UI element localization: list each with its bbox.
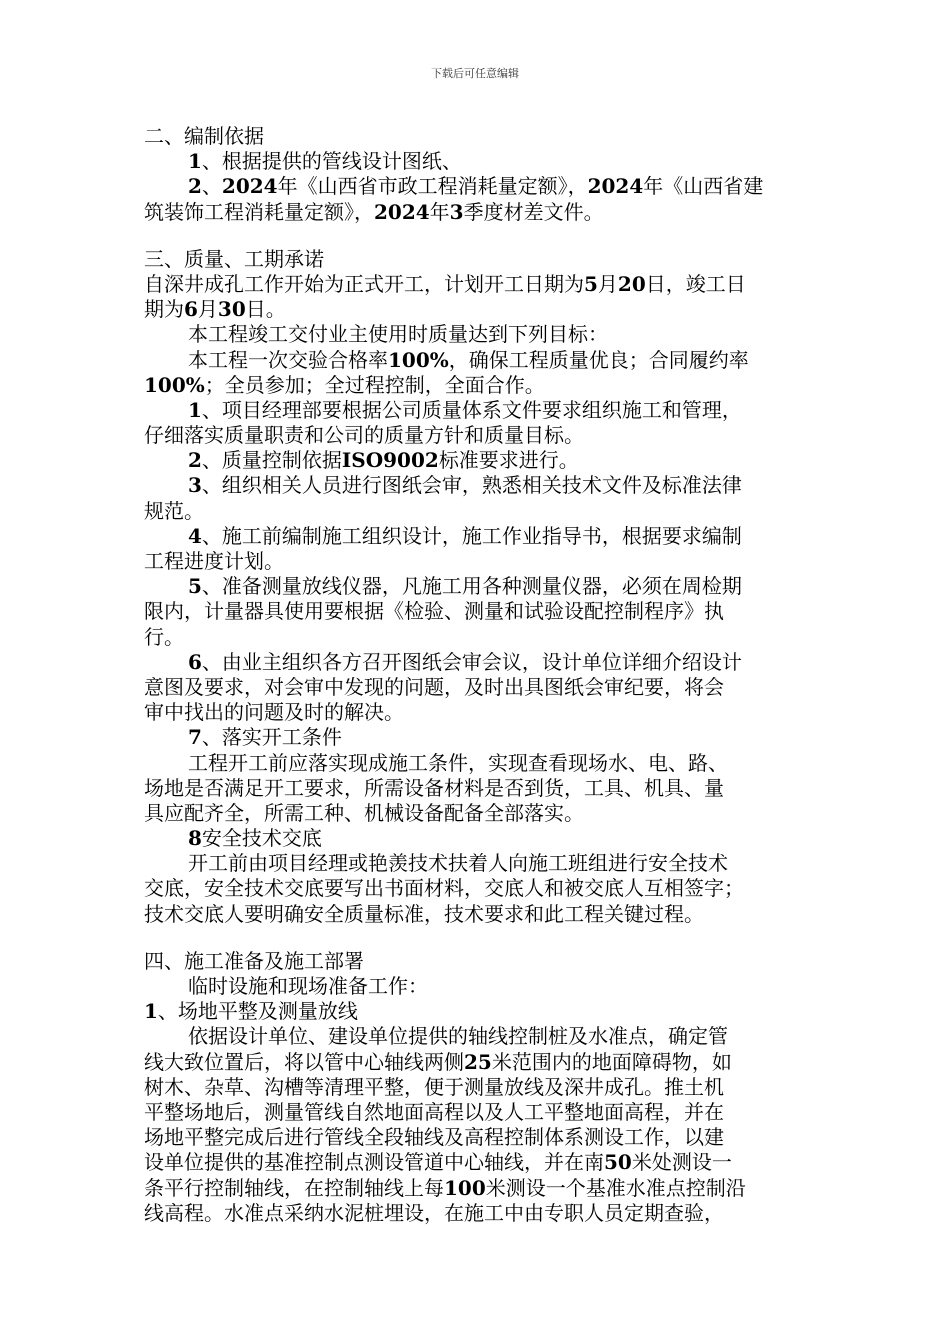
text-line: 临时设施和现场准备工作： (188, 974, 428, 998)
text-line: 自深井成孔工作开始为正式开工，计划开工日期为5月20日，竣工日 (144, 271, 746, 296)
text-line: 1、根据提供的管线设计图纸、 (188, 149, 462, 174)
text-line: 场地是否满足开工要求，所需设备材料是否到货，工具、机具、量 (144, 775, 724, 800)
text-line: 1、项目经理部要根据公司质量体系文件要求组织施工和管理， (188, 397, 742, 422)
page-header-note: 下载后可任意编辑 (431, 67, 519, 80)
text-line: 1、场地平整及测量放线 (144, 999, 358, 1024)
text-line: 线高程。水准点采纳水泥桩埋设，在施工中由专职人员定期查验， (144, 1200, 724, 1225)
text-line: 意图及要求，对会审中发现的问题，及时出具图纸会审纪要，将会 (144, 674, 724, 699)
text-line: 本工程一次交验合格率100%，确保工程质量优良；合同履约率 (188, 347, 749, 372)
text-line: 规范。 (144, 498, 204, 523)
text-line: 期为6月30日。 (144, 297, 286, 322)
text-line: 3、组织相关人员进行图纸会审，熟悉相关技术文件及标准法律 (188, 473, 742, 498)
text-line: 依据设计单位、建设单位提供的轴线控制桩及水准点，确定管 (188, 1024, 728, 1049)
text-line: 仔细落实质量职责和公司的质量方针和质量目标。 (144, 423, 584, 448)
paragraph-gap (144, 225, 816, 247)
text-line: 7、落实开工条件 (188, 725, 342, 750)
text-line: 开工前由项目经理或艳羡技术扶着人向施工班组进行安全技术 (188, 851, 728, 876)
text-line: 限内，计量器具使用要根据《检验、测量和试验设配控制程序》执 (144, 599, 724, 624)
text-line: 8安全技术交底 (188, 826, 322, 851)
paragraph-gap (144, 927, 816, 949)
text-line: 场地平整完成后进行管线全段轴线及高程控制体系测设工作，以建 (144, 1125, 724, 1150)
text-line: 5、准备测量放线仪器，凡施工用各种测量仪器，必须在周检期 (188, 574, 742, 599)
text-line: 审中找出的问题及时的解决。 (144, 700, 404, 725)
text-line: 工程进度计划。 (144, 549, 284, 573)
text-line: 本工程竣工交付业主使用时质量达到下列目标： (188, 322, 608, 347)
text-line: 6、由业主组织各方召开图纸会审会议，设计单位详细介绍设计 (188, 649, 742, 674)
text-line: 交底，安全技术交底要写出书面材料，交底人和被交底人互相签字； (144, 876, 744, 901)
text-line: 技术交底人要明确安全质量标准，技术要求和此工程关键过程。 (144, 901, 704, 926)
text-line: 行。 (144, 624, 184, 649)
text-line: 三、质量、工期承诺 (144, 246, 324, 271)
text-line: 4、施工前编制施工组织设计，施工作业指导书，根据要求编制 (188, 523, 742, 548)
text-line: 筑装饰工程消耗量定额》，2024年3季度材差文件。 (144, 199, 604, 224)
text-line: 工程开工前应落实现成施工条件，实现查看现场水、电、路、 (188, 750, 728, 775)
text-line: 2、2024年《山西省市政工程消耗量定额》，2024年《山西省建 (188, 174, 764, 199)
document-body (144, 124, 816, 1226)
text-line: 具应配齐全，所需工种、机械设备配备全部落实。 (144, 800, 584, 825)
text-line: 100%；全员参加；全过程控制，全面合作。 (144, 372, 545, 397)
text-line: 条平行控制轴线，在控制轴线上每100米测设一个基准水准点控制沿 (144, 1175, 746, 1200)
text-line: 树木、杂草、沟槽等清理平整，便于测量放线及深井成孔。推土机 (144, 1074, 724, 1099)
text-line: 2、质量控制依据ISO9002标准要求进行。 (188, 448, 579, 473)
text-line: 四、施工准备及施工部署 (144, 948, 364, 973)
text-line: 平整场地后，测量管线自然地面高程以及人工平整地面高程，并在 (144, 1099, 724, 1124)
text-line: 二、编制依据 (144, 124, 264, 148)
text-line: 设单位提供的基准控制点测设管道中心轴线，并在南50米处测设一 (144, 1150, 732, 1175)
text-line: 线大致位置后，将以管中心轴线两侧25米范围内的地面障碍物，如 (144, 1049, 732, 1074)
